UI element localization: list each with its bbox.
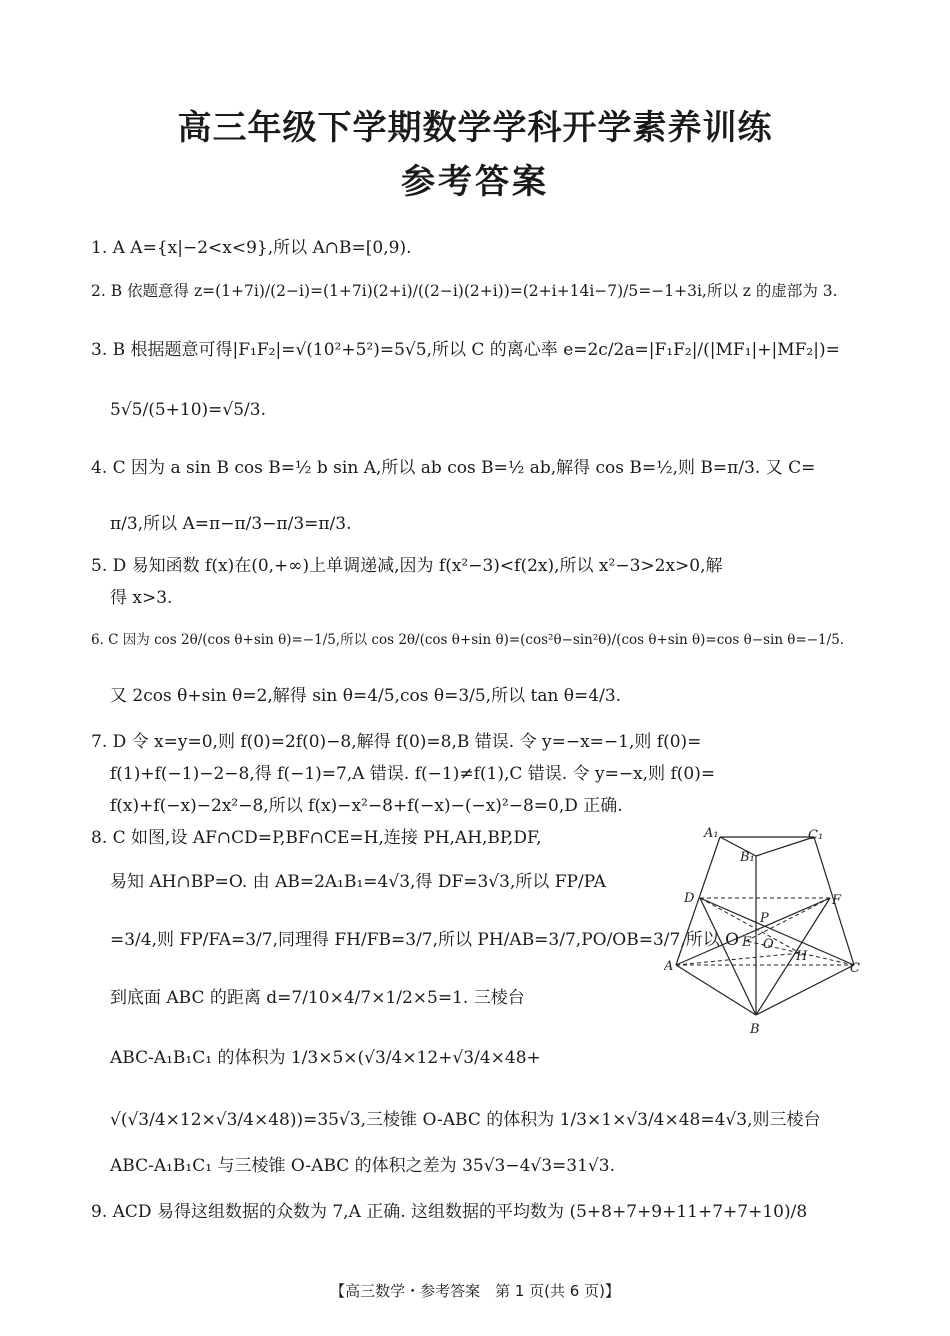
answer-3: 3. B 根据题意可得|F₁F₂|=√(10²+5²)=5√5,所以 C 的离心率 e=2c/2a=|F₁F₂|/(|MF₁|+|MF₂|)=	[91, 340, 840, 360]
label-O: O	[763, 937, 774, 952]
page-subtitle: 参考答案	[401, 162, 549, 202]
answer-8: 8. C 如图,设 AF∩CD=P,BF∩CE=H,连接 PH,AH,BP,DF,	[91, 828, 542, 848]
answer-5: 5. D 易知函数 f(x)在(0,+∞)上单调递减,因为 f(x²−3)<f(2x),所以 x²−3>2x>0,解	[91, 556, 723, 576]
page-title: 高三年级下学期数学学科开学素养训练	[177, 108, 773, 148]
answer-4: 4. C 因为 a sin B cos B=½ b sin A,所以 ab cos B=½ ab,解得 cos B=½,则 B=π/3. 又 C=	[91, 458, 816, 478]
label-E: E	[742, 935, 752, 950]
answer-8-cont1: 易知 AH∩BP=O. 由 AB=2A₁B₁=4√3,得 DF=3√3,所以 FP/PA	[110, 872, 606, 892]
frustum-figure	[664, 822, 868, 1040]
answer-1: 1. A A={x|−2<x<9},所以 A∩B=[0,9).	[91, 238, 412, 258]
answer-4-cont: π/3,所以 A=π−π/3−π/3=π/3.	[110, 514, 352, 534]
label-B1: B₁	[740, 850, 755, 865]
answer-7: 7. D 令 x=y=0,则 f(0)=2f(0)−8,解得 f(0)=8,B 错误. 令 y=−x=−1,则 f(0)=	[91, 732, 702, 752]
answer-5-cont: 得 x>3.	[110, 588, 173, 608]
label-A: A	[664, 959, 674, 974]
label-C: C	[850, 961, 860, 976]
answer-8-cont2: =3/4,则 FP/FA=3/7,同理得 FH/FB=3/7,所以 PH/AB=3/7,PO/OB=3/7,所以 O	[110, 930, 740, 950]
answer-8-cont3: 到底面 ABC 的距离 d=7/10×4/7×1/2×5=1. 三棱台	[110, 988, 525, 1008]
label-F: F	[832, 893, 842, 908]
answer-6-cont: 又 2cos θ+sin θ=2,解得 sin θ=4/5,cos θ=3/5,所以 tan θ=4/3.	[110, 686, 622, 706]
answer-8-cont4: ABC-A₁B₁C₁ 的体积为 1/3×5×(√3/4×12+√3/4×48+	[110, 1048, 541, 1068]
answer-8-cont6: ABC-A₁B₁C₁ 与三棱锥 O-ABC 的体积之差为 35√3−4√3=31√3.	[110, 1156, 615, 1176]
label-D: D	[684, 891, 695, 906]
answer-9: 9. ACD 易得这组数据的众数为 7,A 正确. 这组数据的平均数为 (5+8+7+9+11+7+7+10)/8	[91, 1202, 808, 1222]
answer-7-cont2: f(x)+f(−x)−2x²−8,所以 f(x)−x²−8+f(−x)−(−x)²−8=0,D 正确.	[110, 796, 623, 816]
answer-6: 6. C 因为 cos 2θ/(cos θ+sin θ)=−1/5,所以 cos 2θ/(cos θ+sin θ)=(cos²θ−sin²θ)/(cos θ+sin θ)=cos θ−sin θ=−1/5.	[91, 632, 845, 648]
label-A1: A₁	[704, 826, 719, 841]
answer-7-cont1: f(1)+f(−1)−2−8,得 f(−1)=7,A 错误. f(−1)≠f(1),C 错误. 令 y=−x,则 f(0)=	[110, 764, 716, 784]
label-B: B	[750, 1022, 760, 1037]
answer-2: 2. B 依题意得 z=(1+7i)/(2−i)=(1+7i)(2+i)/((2−i)(2+i))=(2+i+14i−7)/5=−1+3i,所以 z 的虚部为 3.	[91, 282, 838, 300]
page-footer: 【高三数学・参考答案 第 1 页(共 6 页)】	[330, 1282, 620, 1300]
answer-8-cont5: √(√3/4×12×√3/4×48))=35√3,三棱锥 O-ABC 的体积为 1/3×1×√3/4×48=4√3,则三棱台	[110, 1110, 821, 1130]
label-H: H	[796, 949, 808, 964]
label-C1: C₁	[808, 828, 824, 843]
label-P: P	[760, 911, 769, 926]
answer-3-cont: 5√5/(5+10)=√5/3.	[110, 400, 266, 420]
